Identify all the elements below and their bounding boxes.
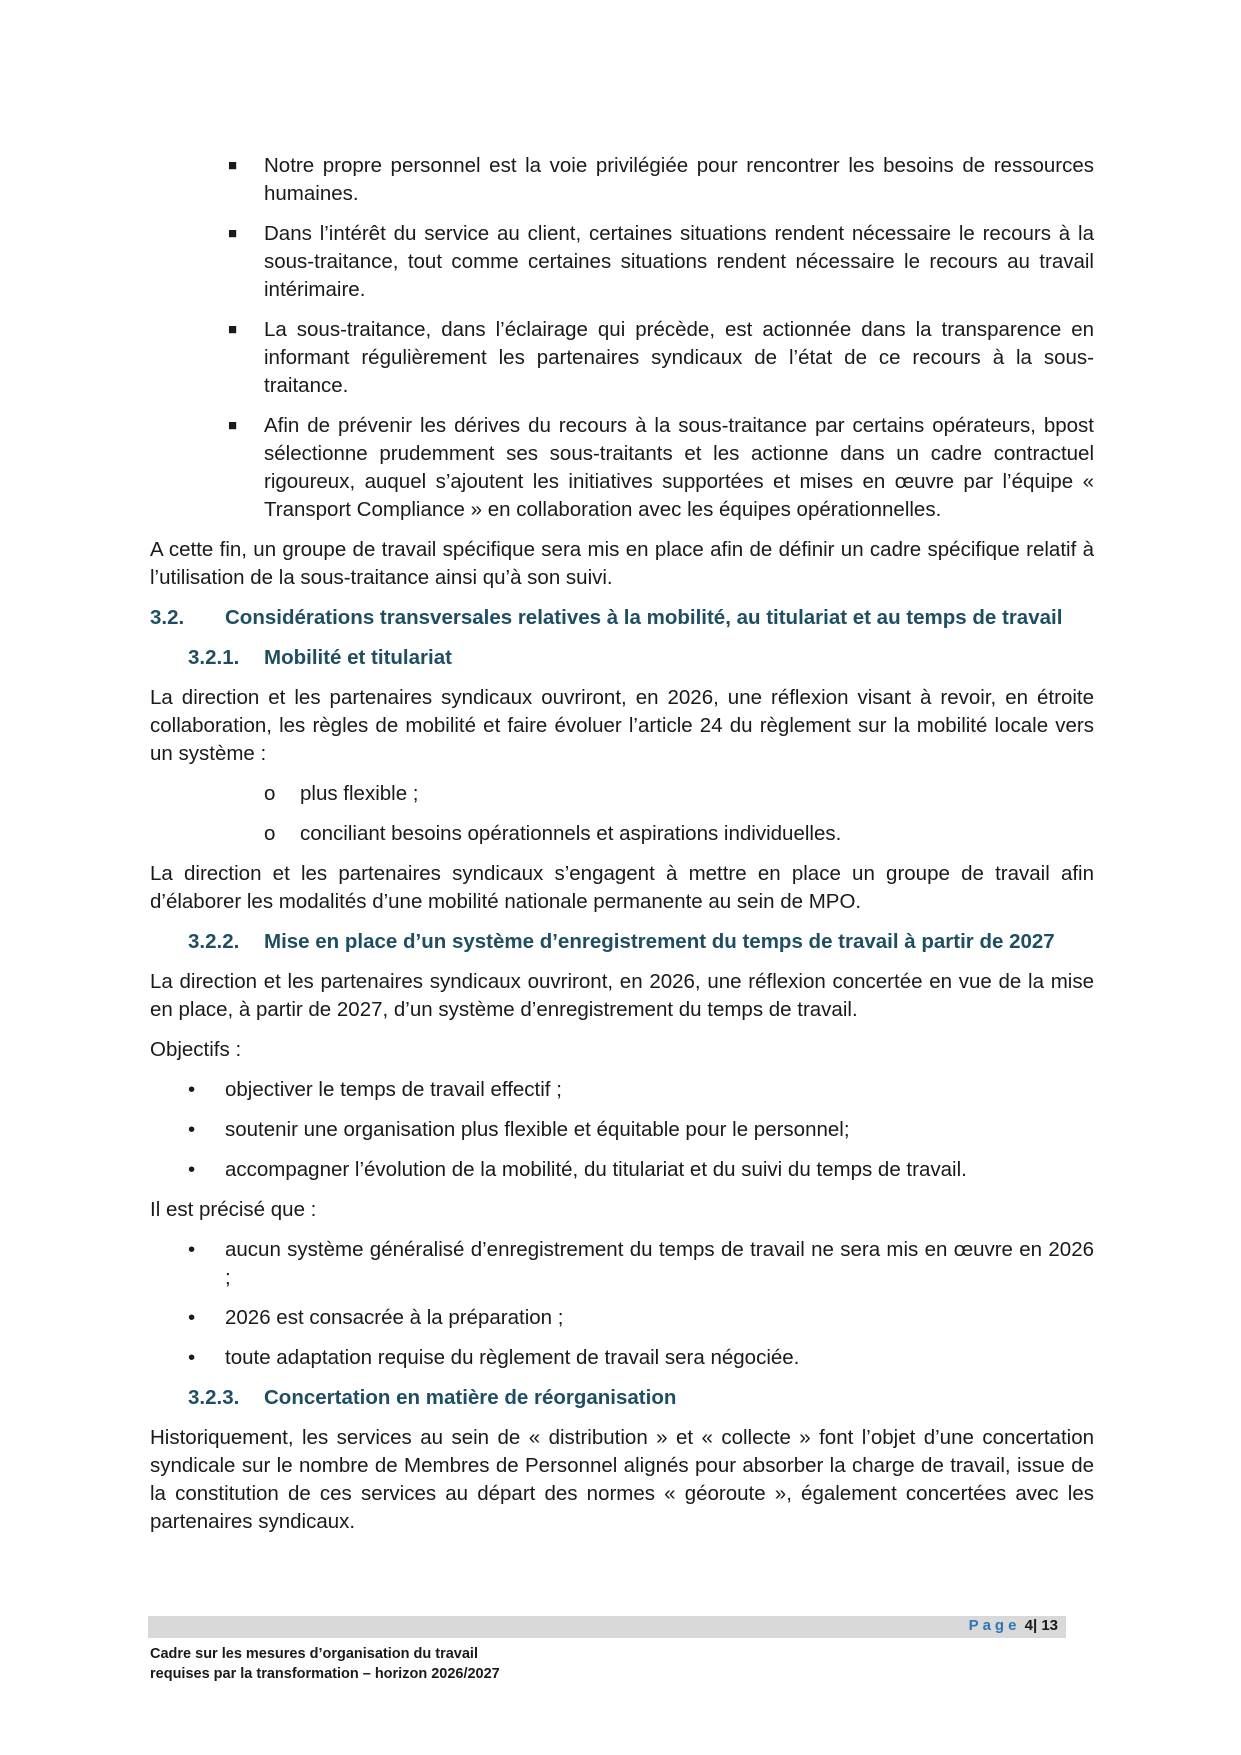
circle-bullet-icon: o xyxy=(264,782,276,805)
bullet-item xyxy=(150,152,1094,208)
dot-bullet-icon: • xyxy=(188,1078,196,1101)
dot-bullet-item xyxy=(150,1236,1094,1292)
bullet-text: conciliant besoins opérationnels et aspirations individuelles. xyxy=(300,822,842,845)
paragraph: La direction et les partenaires syndicaux ouvriront, en 2026, une réflexion concertée en vue de la mise en place, à partir de 2027, d’un système d’enregistrement du temps de travail. xyxy=(150,970,1094,1021)
subsection-number: 3.2.3. xyxy=(188,1386,240,1409)
subsection-heading-3-2-3 xyxy=(150,1384,1094,1412)
objectifs-label: Objectifs : xyxy=(150,1038,242,1061)
paragraph: La direction et les partenaires syndicaux s’engagent à mettre en place un groupe de travail afin d’élaborer les modalités d’une mobilité nationale permanente au sein de MPO. xyxy=(150,862,1094,913)
bullet-text: Dans l’intérêt du service au client, certaines situations rendent nécessaire le recours à la sous-traitance, tout comme certaines situations rendent nécessaire le recours au travail intérimaire. xyxy=(264,222,1094,301)
page-word: Page xyxy=(968,1617,1021,1634)
page-number xyxy=(969,1617,1058,1634)
dot-bullet-item xyxy=(150,1156,1094,1184)
bullet-text: Notre propre personnel est la voie privilégiée pour rencontrer les besoins de ressources humaines. xyxy=(264,154,1094,205)
subsection-heading-3-2-2 xyxy=(150,928,1094,956)
square-bullet-icon: ■ xyxy=(228,225,238,242)
square-bullet-icon: ■ xyxy=(228,417,238,434)
page-content xyxy=(150,152,1094,1548)
precise-label: Il est précisé que : xyxy=(150,1198,317,1221)
footer-bar xyxy=(148,1616,1066,1638)
bullet-text: accompagner l’évolution de la mobilité, du titulariat et du suivi du temps de travail. xyxy=(225,1158,967,1181)
circle-bullet-icon: o xyxy=(264,822,276,845)
dot-bullet-icon: • xyxy=(188,1158,196,1181)
section-heading-3-2 xyxy=(150,604,1094,632)
page-total: 13 xyxy=(1041,1617,1058,1634)
bullet-text: La sous-traitance, dans l’éclairage qui précède, est actionnée dans la transparence en informant régulièrement les partenaires syndicaux de l’état de ce recours à la sous-traitance. xyxy=(264,318,1094,397)
bullet-text: objectiver le temps de travail effectif ; xyxy=(225,1078,562,1101)
page-current: 4 xyxy=(1024,1617,1033,1634)
dot-bullet-item xyxy=(150,1116,1094,1144)
subsection-number: 3.2.2. xyxy=(188,930,240,953)
square-bullet-icon: ■ xyxy=(228,157,238,174)
subsection-heading-3-2-1 xyxy=(150,644,1094,672)
paragraph: Historiquement, les services au sein de « distribution » et « collecte » font l’objet d’une concertation syndicale sur le nombre de Membres de Personnel alignés pour absorber la charge de travail, issue de la constitution de ces services au départ des normes « géoroute », également concertées avec les partenaires syndicaux. xyxy=(150,1426,1094,1533)
bullet-item xyxy=(150,412,1094,524)
footer-title xyxy=(150,1644,500,1684)
sub-bullet-item xyxy=(150,820,1094,848)
bullet-text: 2026 est consacrée à la préparation ; xyxy=(225,1306,564,1329)
dot-bullet-icon: • xyxy=(188,1346,196,1369)
bullet-item xyxy=(150,316,1094,400)
sub-bullet-item xyxy=(150,780,1094,808)
section-title: Considérations transversales relatives à la mobilité, au titulariat et au temps de travail xyxy=(225,606,1063,629)
dot-bullet-item xyxy=(150,1344,1094,1372)
dot-bullet-icon: • xyxy=(188,1306,196,1329)
dot-bullet-item xyxy=(150,1304,1094,1332)
dot-bullet-icon: • xyxy=(188,1238,196,1261)
footer-line-2: requises par la transformation – horizon 2026/2027 xyxy=(150,1666,500,1682)
bullet-item xyxy=(150,220,1094,304)
bullet-text: plus flexible ; xyxy=(300,782,419,805)
subsection-title: Mise en place d’un système d’enregistrement du temps de travail à partir de 2027 xyxy=(264,930,1055,953)
dot-bullet-item xyxy=(150,1076,1094,1104)
page-separator: | xyxy=(1032,1617,1038,1634)
subsection-title: Concertation en matière de réorganisation xyxy=(264,1386,677,1409)
paragraph-fin: A cette fin, un groupe de travail spécifique sera mis en place afin de définir un cadre spécifique relatif à l’utilisation de la sous-traitance ainsi qu’à son suivi. xyxy=(150,538,1094,589)
section-number: 3.2. xyxy=(150,606,185,629)
bullet-text: soutenir une organisation plus flexible et équitable pour le personnel; xyxy=(225,1118,850,1141)
dot-bullet-icon: • xyxy=(188,1118,196,1141)
bullet-text: Afin de prévenir les dérives du recours à la sous-traitance par certains opérateurs, bpost sélectionne prudemment ses sous-traitants et les actionne dans un cadre contractuel rigoureux, auquel s’ajoutent les initiatives supportées et mises en œuvre par l’équipe « Transport Compliance » en collaboration avec les équipes opérationnelles. xyxy=(264,414,1094,521)
subsection-title: Mobilité et titulariat xyxy=(264,646,452,669)
bullet-text: aucun système généralisé d’enregistrement du temps de travail ne sera mis en œuvre en 2026 ; xyxy=(225,1238,1094,1289)
square-bullet-icon: ■ xyxy=(228,321,238,338)
bullet-text: toute adaptation requise du règlement de travail sera négociée. xyxy=(225,1346,800,1369)
paragraph: La direction et les partenaires syndicaux ouvriront, en 2026, une réflexion visant à revoir, en étroite collaboration, les règles de mobilité et faire évoluer l’article 24 du règlement sur la mobilité locale vers un système : xyxy=(150,686,1094,765)
subsection-number: 3.2.1. xyxy=(188,646,240,669)
footer-line-1: Cadre sur les mesures d’organisation du travail xyxy=(150,1646,478,1662)
